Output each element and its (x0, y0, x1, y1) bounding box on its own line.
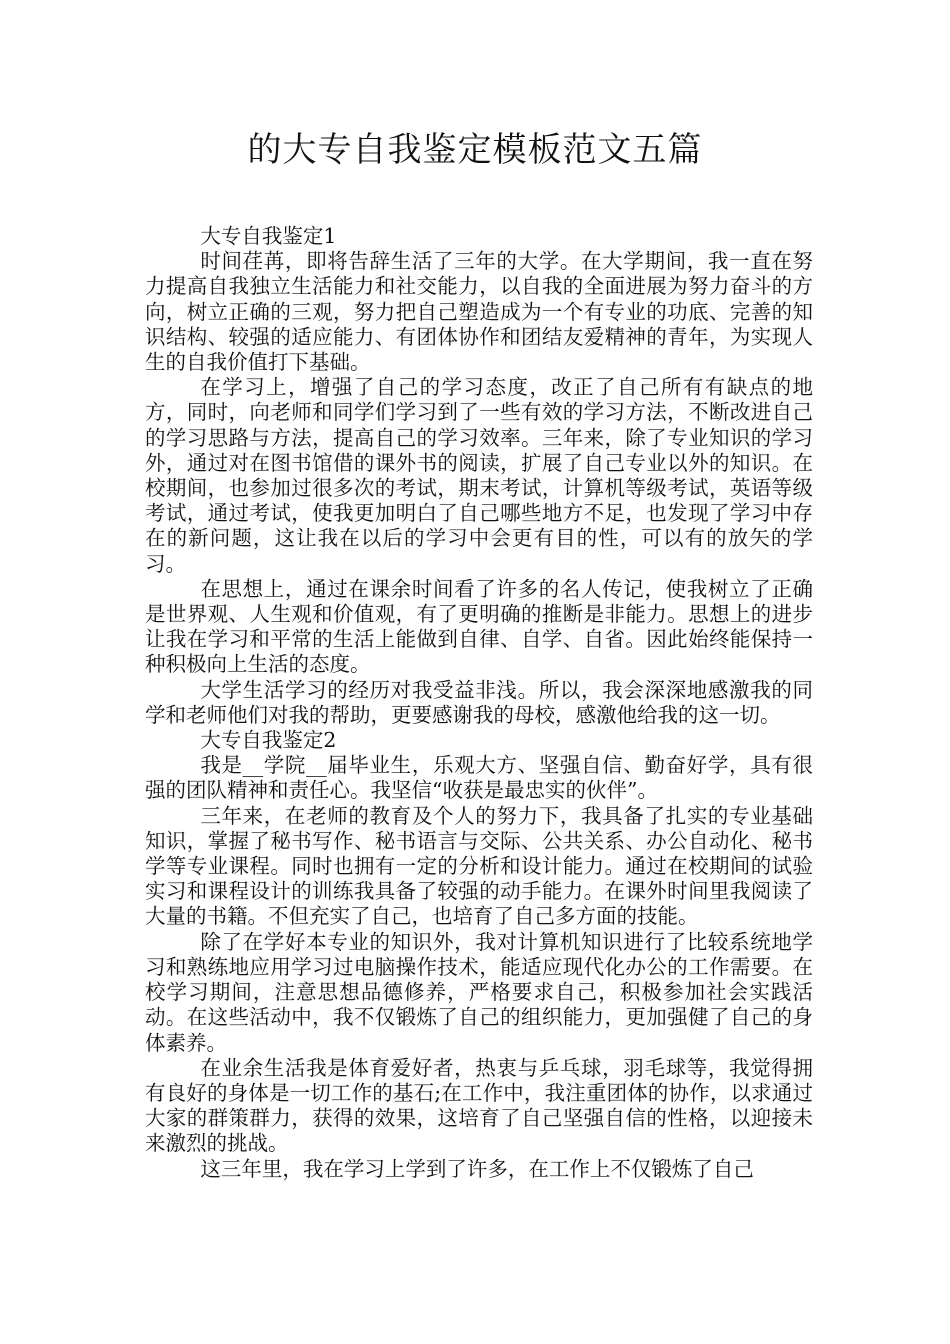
paragraph: 三年来，在老师的教育及个人的努力下，我具备了扎实的专业基础知识，掌握了秘书写作、秘书语言与交际、公共关系、办公自动化、秘书学等专业课程。同时也拥有一定的分析和设计能力。通过在校期间的试验实习和课程设计的训练我具备了较强的动手能力。在课外时间里我阅读了大量的书籍。不但充实了自己，也培育了自己多方面的技能。 (145, 803, 813, 929)
section-heading: 大专自我鉴定2 (200, 728, 337, 753)
document-body (145, 224, 813, 1182)
paragraph: 时间荏苒，即将告辞生活了三年的大学。在大学期间，我一直在努力提高自我独立生活能力和社交能力，以自我的全面进展为努力奋斗的方向，树立正确的三观，努力把自己塑造成为一个有专业的功底、完善的知识结构、较强的适应能力、有团体协作和团结友爱精神的青年，为实现人生的自我价值打下基础。 (145, 249, 813, 375)
section-heading: 大专自我鉴定1 (200, 224, 337, 248)
paragraph: 大学生活学习的经历对我受益非浅。所以，我会深深地感激我的同学和老师他们对我的帮助，更要感谢我的母校，感激他给我的这一切。 (145, 677, 813, 727)
document-title: 的大专自我鉴定模板范文五篇 (247, 130, 703, 170)
paragraph: 这三年里，我在学习上学到了许多，在工作上不仅锻炼了自己 (200, 1156, 754, 1181)
paragraph: 在思想上，通过在课余时间看了许多的名人传记，使我树立了正确是世界观、人生观和价值观，有了更明确的推断是非能力。思想上的进步让我在学习和平常的生活上能做到自律、自学、自省。因此始终能保持一种积极向上生活的态度。 (145, 576, 813, 677)
paragraph: 我是__学院__届毕业生，乐观大方、坚强自信、勤奋好学，具有很强的团队精神和责任心。我坚信“收获是最忠实的伙伴”。 (145, 753, 813, 803)
paragraph: 在业余生活我是体育爱好者，热衷与乒乓球，羽毛球等，我觉得拥有良好的身体是一切工作的基石;在工作中，我注重团体的协作，以求通过大家的群策群力，获得的效果，这培育了自己坚强自信的性格，以迎接未来激烈的挑战。 (145, 1055, 813, 1156)
paragraph: 在学习上，增强了自己的学习态度，改正了自己所有有缺点的地方，同时，向老师和同学们学习到了一些有效的学习方法，不断改进自己的学习思路与方法，提高自己的学习效率。三年来，除了专业知识的学习外，通过对在图书馆借的课外书的阅读，扩展了自己专业以外的知识。在校期间，也参加过很多次的考试，期末考试，计算机等级考试，英语等级考试，通过考试，使我更加明白了自己哪些地方不足，也发现了学习中存在的新问题，这让我在以后的学习中会更有目的性，可以有的放矢的学习。 (145, 375, 813, 576)
paragraph: 除了在学好本专业的知识外，我对计算机知识进行了比较系统地学习和熟练地应用学习过电脑操作技术，能适应现代化办公的工作需要。在校学习期间，注意思想品德修养，严格要求自己，积极参加社会实践活动。在这些活动中，我不仅锻炼了自己的组织能力，更加强健了自己的身体素养。 (145, 929, 813, 1055)
